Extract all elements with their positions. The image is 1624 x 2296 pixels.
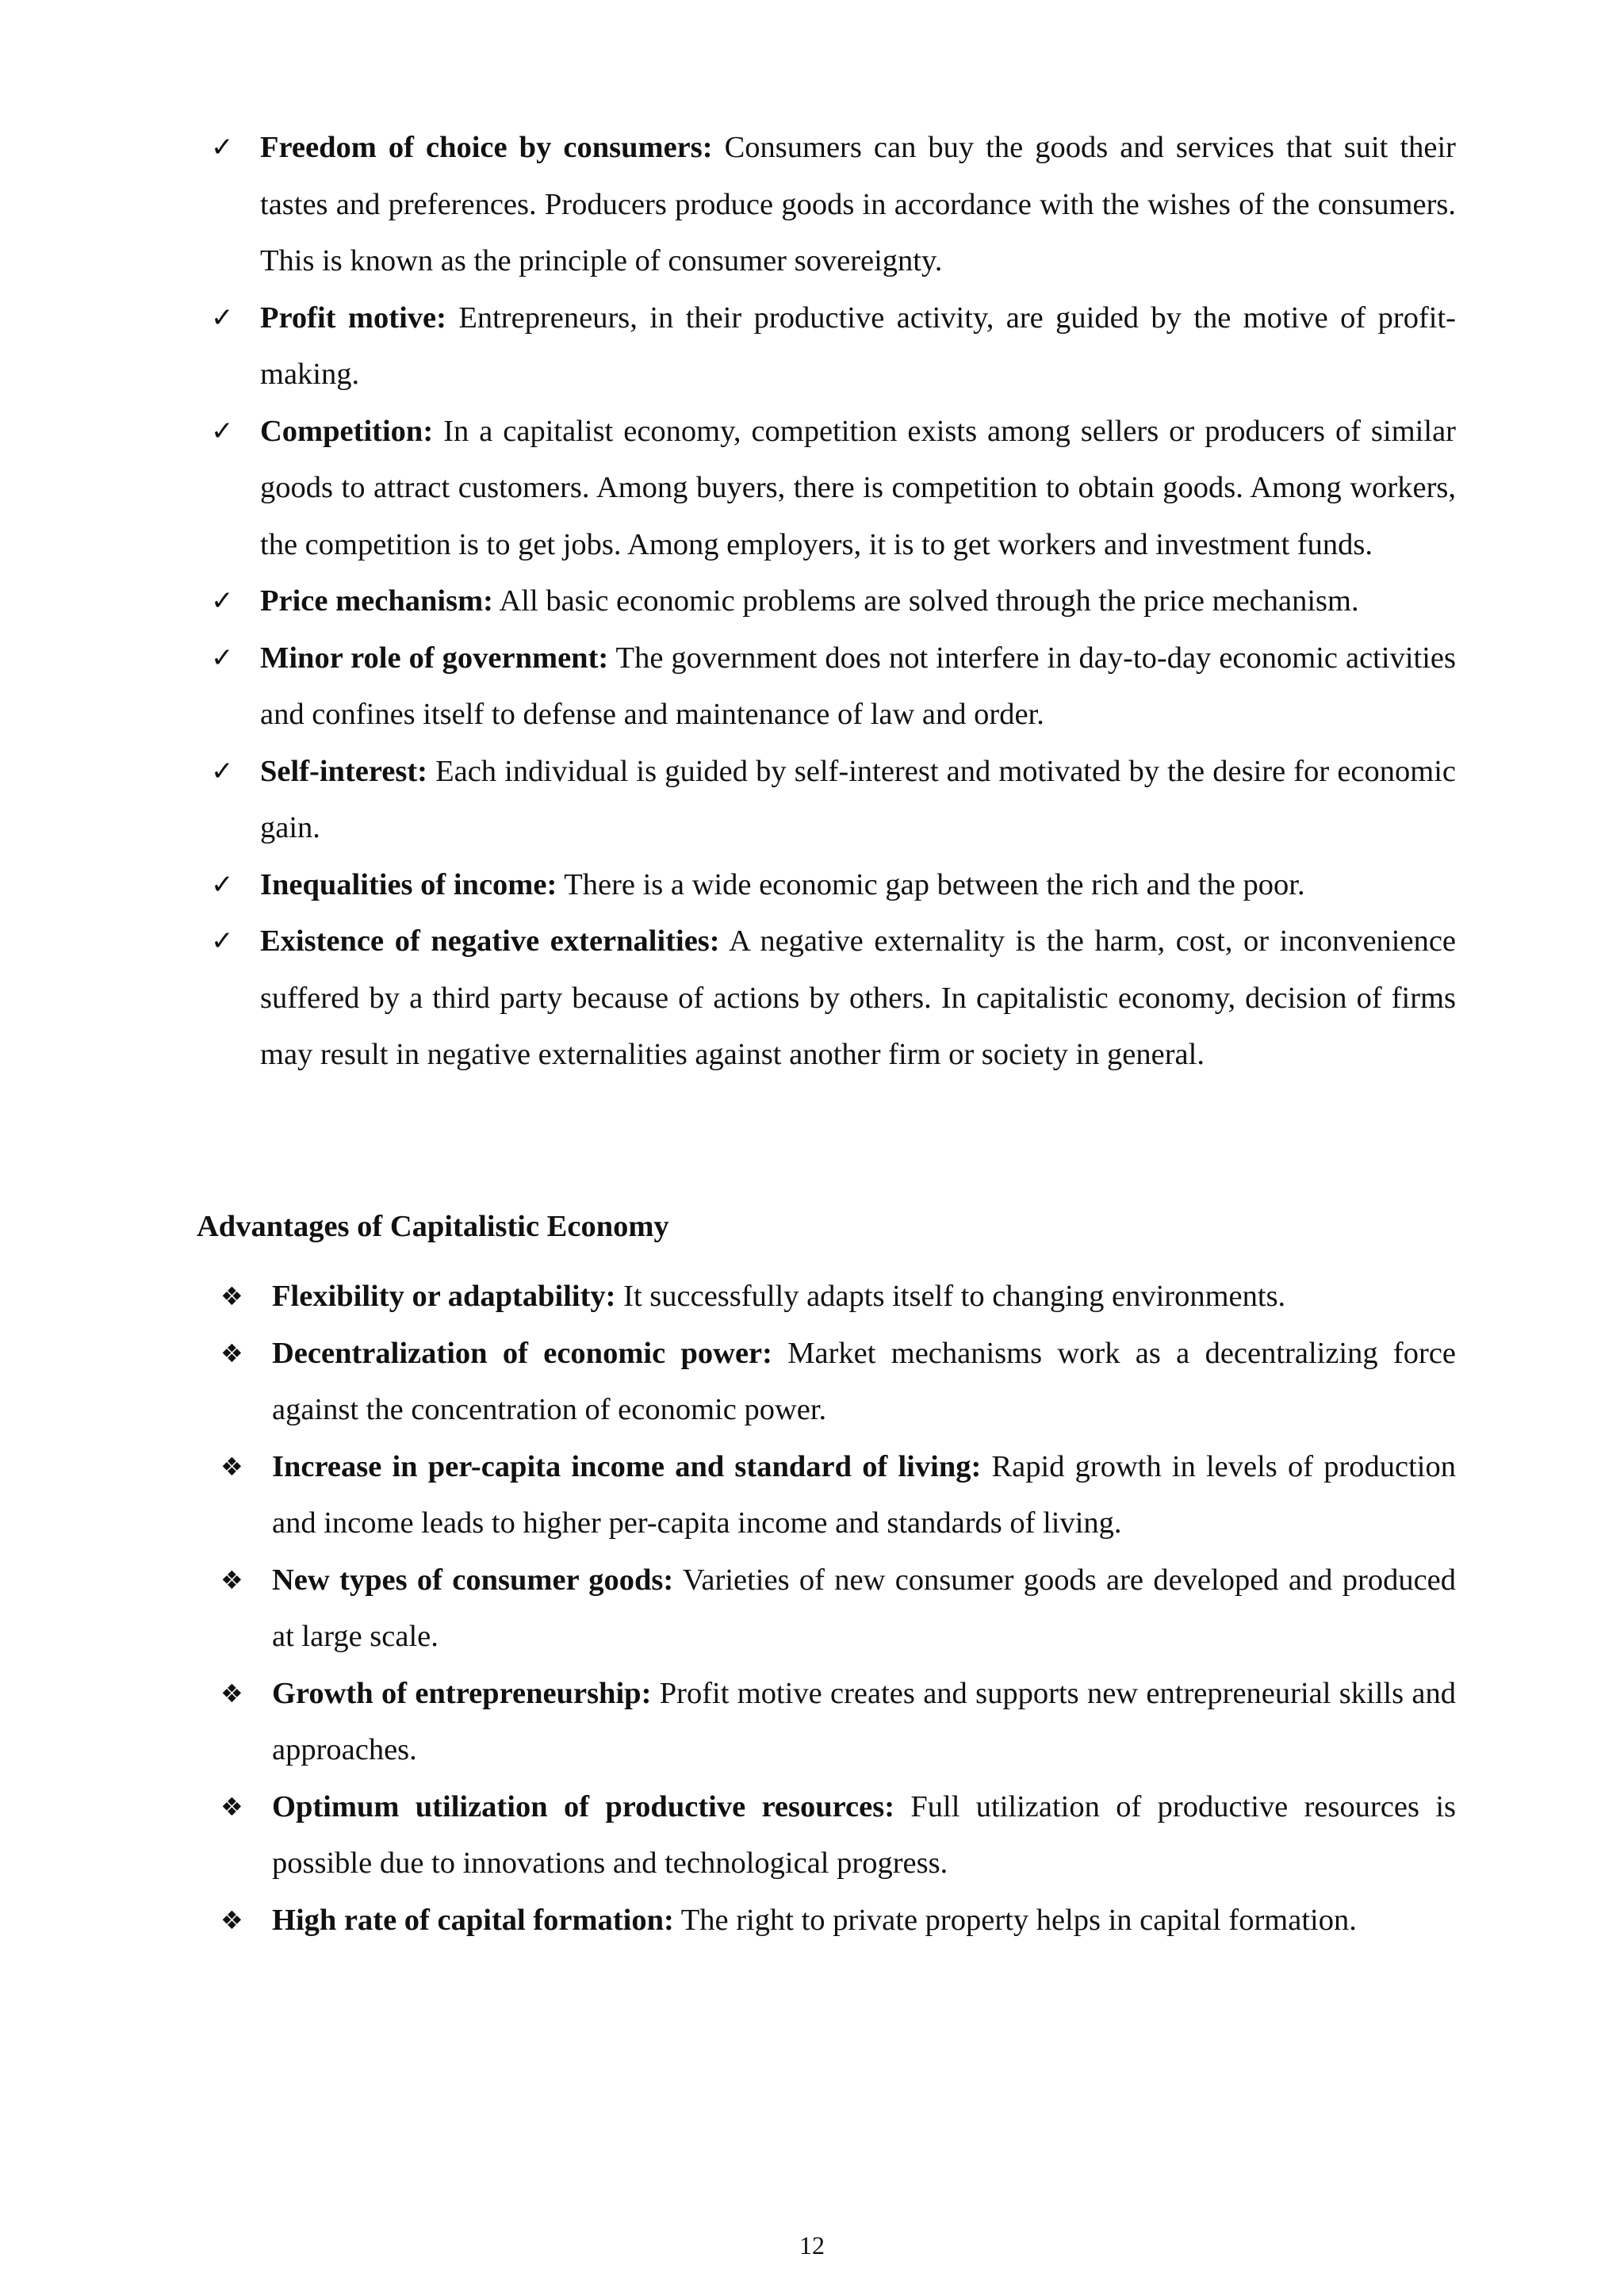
checkmark-icon: ✓	[211, 641, 234, 674]
checkmark-icon: ✓	[211, 585, 234, 617]
item-text: Each individual is guided by self-interest and motivated by the desire for economic gain.	[260, 754, 1456, 844]
list-item	[197, 857, 1456, 914]
list-item	[197, 290, 1456, 404]
item-term: Growth of entrepreneurship:	[272, 1676, 652, 1710]
list-item	[197, 573, 1456, 630]
item-text: It successfully adapts itself to changing environments.	[615, 1280, 1286, 1313]
list-item	[219, 1779, 1456, 1892]
item-term: Existence of negative externalities:	[260, 924, 720, 958]
item-term: Optimum utilization of productive resources:	[272, 1789, 895, 1823]
list-item	[219, 1269, 1456, 1326]
four-diamond-icon: ❖	[220, 1791, 243, 1822]
item-term: Self-interest:	[260, 754, 427, 788]
list-item	[197, 630, 1456, 744]
checkmark-icon: ✓	[211, 301, 234, 334]
list-item	[197, 404, 1456, 574]
list-item	[219, 1439, 1456, 1552]
checkmark-icon: ✓	[211, 925, 234, 957]
item-term: Inequalities of income:	[260, 867, 557, 901]
list-item	[197, 744, 1456, 857]
item-text: The government does not interfere in day-to-day economic activities and confines itself to defense and maintenance of law and order.	[260, 641, 1456, 731]
advantages-list	[219, 1269, 1456, 1949]
checkmark-icon: ✓	[211, 868, 234, 901]
item-term: Minor role of government:	[260, 641, 609, 675]
four-diamond-icon: ❖	[220, 1564, 243, 1595]
item-text: Consumers can buy the goods and services that suit their tastes and preferences. Producers produce goods in accordance with the wishes of the consumers. This is known as the principle of consumer sovereignty.	[260, 131, 1456, 277]
item-term: Decentralization of economic power:	[272, 1336, 772, 1370]
list-item	[197, 913, 1456, 1084]
four-diamond-icon: ❖	[220, 1904, 243, 1935]
item-text: Full utilization of productive resources is possible due to innovations and technological progress.	[272, 1789, 1456, 1880]
list-item	[219, 1892, 1456, 1950]
list-item	[197, 120, 1456, 290]
list-item	[219, 1666, 1456, 1779]
item-term: Price mechanism:	[260, 584, 493, 618]
item-term: Increase in per-capita income and standard of living:	[272, 1449, 982, 1483]
features-list	[197, 120, 1456, 1084]
item-text: There is a wide economic gap between the rich and the poor.	[557, 867, 1305, 901]
item-term: New types of consumer goods:	[272, 1563, 674, 1597]
page-number: 12	[799, 2231, 825, 2260]
item-text: Profit motive creates and supports new entrepreneurial skills and approaches.	[272, 1676, 1456, 1766]
item-term: High rate of capital formation:	[272, 1903, 674, 1937]
item-text: All basic economic problems are solved through the price mechanism.	[493, 584, 1359, 618]
item-text: Market mechanisms work as a decentralizing force against the concentration of economic power.	[272, 1336, 1456, 1426]
list-item	[219, 1326, 1456, 1439]
item-text: In a capitalist economy, competition exists among sellers or producers of similar goods to attract customers. Among buyers, there is competition to obtain goods. Among workers, the competition is to get jobs. Among employers, it is to get workers and investment funds.	[260, 414, 1456, 561]
four-diamond-icon: ❖	[220, 1281, 243, 1311]
checkmark-icon: ✓	[211, 415, 234, 447]
list-item	[219, 1552, 1456, 1666]
item-term: Freedom of choice by consumers:	[260, 131, 713, 164]
four-diamond-icon: ❖	[220, 1678, 243, 1709]
item-text: Rapid growth in levels of production and income leads to higher per-capita income and standards of living.	[272, 1449, 1457, 1540]
checkmark-icon: ✓	[211, 132, 234, 163]
item-text: A negative externality is the harm, cost, or inconvenience suffered by a third party because of actions by others. In capitalistic economy, decision of firms may result in negative externalities against another firm or society in general.	[260, 924, 1456, 1071]
four-diamond-icon: ❖	[220, 1337, 243, 1368]
item-text: Entrepreneurs, in their productive activity, are guided by the motive of profit-making.	[260, 300, 1456, 391]
item-term: Flexibility or adaptability:	[272, 1280, 616, 1313]
item-term: Profit motive:	[260, 300, 446, 335]
four-diamond-icon: ❖	[220, 1451, 243, 1482]
section-heading: Advantages of Capitalistic Economy	[197, 1210, 669, 1243]
item-term: Competition:	[260, 414, 434, 448]
item-text: Varieties of new consumer goods are developed and produced at large scale.	[272, 1563, 1456, 1653]
item-text: The right to private property helps in capital formation.	[673, 1903, 1357, 1937]
checkmark-icon: ✓	[211, 755, 234, 787]
